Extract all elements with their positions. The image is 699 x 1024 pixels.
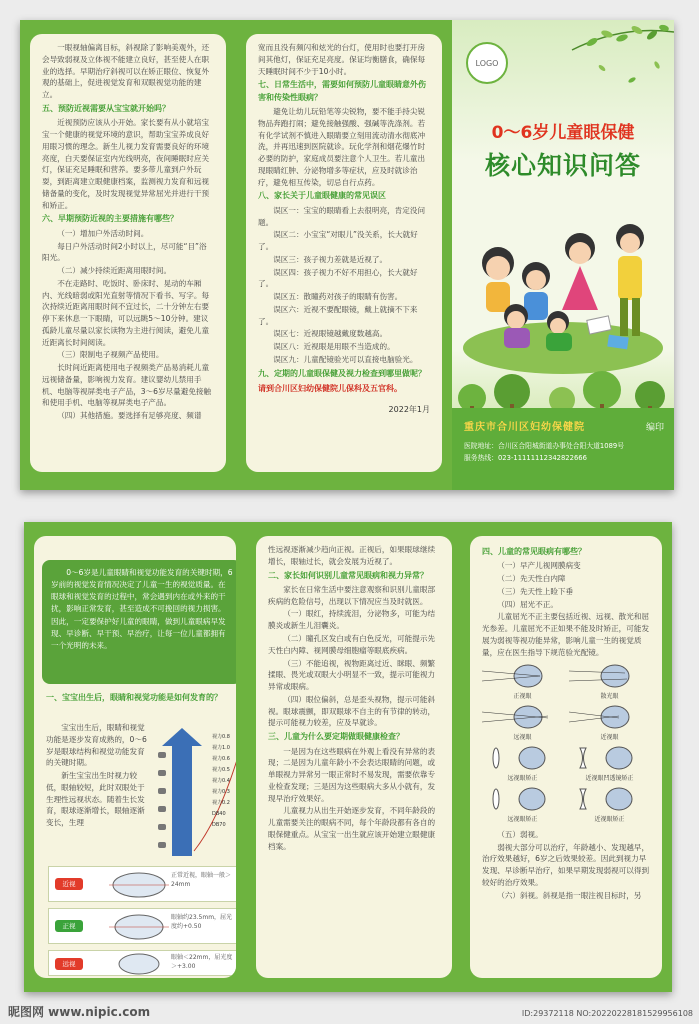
text-block: 避免让幼儿玩铅笔等尖锐物，要不能手持尖锐物品奔跑打闹；避免接触强酸、强碱等洗涤剂。若有化学试剂不慎进入眼睛要立刻用流动清水彻底冲洗，并再迅速到医院就诊。玩化学剂和烟花爆竹时必要的防护，家庭成员要注意个人卫生。若儿童出现眼睛红肿、分泌物增多等症状，应及时就诊治疗，避免相互传染，切忌自行点药。 [258,107,426,187]
cover-subtitle: 0～6岁儿童眼保健 [491,123,635,143]
myth-item: 误区二：小宝宝“对眼儿”没关系，长大就好了。 [258,230,418,252]
phone-text: 服务热线：023-11111112342822666 [464,453,587,462]
eye-diagram-row [48,950,236,976]
text-block: （二）瞳孔区发白或有白色反光，可能提示先天性白内障、视网膜母细胞瘤等眼底疾病。 [268,633,436,655]
text-block: 新生宝宝出生时视力较低，眼轴较短，此时双眼处于生理性远视状态。随着生长发育，眼球逐渐增长，眼轴逐渐变长，生理 [46,771,145,828]
myth-item: 误区四：孩子视力不好不用担心，长大就好了。 [258,267,418,289]
bottom-panel-3 [470,536,662,978]
eye-icon [569,704,649,730]
text-block: 每日户外活动时间2小时以上，尽可能“目”浴阳光。 [42,241,207,263]
cover-info-bar [452,408,674,490]
eye-tag: 近视 [55,878,83,890]
text-block: 性远视逐渐减少趋向正视。正视后，如果眼球继续增长，眼轴过长，就会发展为近视了。 [268,545,436,566]
diagram-caption: 近视眼 [600,734,619,742]
top-panel-2 [246,34,442,472]
text-block: 一眼视轴偏离目标，斜视除了影响美观外，还会导致弱视及立体视不能建立良好，甚至使人在职业的选择。早期治疗斜视可以在矫正眼位、恢复外观的基础上，促进视觉发育和双眼视觉功能的建立。 [42,43,210,100]
address-text: 医院地址：合川区合阳城街道办事处合阳大道1089号 [464,442,625,450]
text-block: （四）眼位偏斜，总是歪头视物，提示可能斜视。眼球震颤，即双眼球不自主的有节律的转动，提示可能视力较差，应及早就诊。 [268,694,436,728]
diagram-cell [482,745,563,784]
myth-item: 误区九：儿童配镜验光可以直接电脑验光。 [273,355,418,365]
list-item: （四）屈光不正。 [497,599,558,609]
eye-icon [482,663,562,689]
eye-icon [482,704,562,730]
text-block: 宽而且没有频闪和炫光的台灯，使用时也要打开房间其他灯，保证充足亮度。保证均衡膳食，确保每天睡眠时间不少于10小时。 [258,43,426,76]
eye-tag: 远视 [55,958,83,970]
list-item: （二）先天性白内障 [497,574,566,584]
diagram-cell [569,704,650,743]
diagram-cell [482,663,563,702]
text-block: 长时间近距离使用电子视频类产品易消耗儿童远视储备量，影响视力发育。建议婴幼儿禁用手机、电脑等视屏类电子产品，3～6岁尽量避免接触和使用手机、电脑等视屏类电子产品。 [42,363,212,408]
brochure-inside [24,522,672,992]
diagram-caption: 远视眼矫正 [507,775,538,783]
section-heading: 六、早期预防近视的主要措施有哪些？ [42,214,178,224]
hospital-note: 请到合川区妇幼保健院儿保科及五官科。 [258,384,402,394]
list-item: （一）早产儿视网膜病变 [497,561,581,571]
eye-icon [482,745,562,771]
chart-label: 视力0.2 [212,800,230,806]
myth-item: 误区八：近视眼是用眼不当造成的。 [273,342,395,352]
chart-label: DB40 [212,811,226,817]
text-block: （三）不能追视，视物距离过近、眯眼、频繁揉眼、畏光或双眼大小明显不一致，提示可能视力异常或眼病。 [268,658,436,692]
bottom-panel-2 [256,536,452,978]
myth-item: 误区一：宝宝的眼睛看上去很明亮，肯定没问题。 [258,205,426,227]
diagram-cell [569,663,650,702]
print-date: 2022年1月 [388,404,430,414]
diagram-cell [569,786,650,825]
diagram-cell [482,704,563,743]
eye-icon [569,745,649,771]
section-heading: 一、宝宝出生后，眼睛和视觉功能是如何发育的？ [46,693,222,702]
chart-label: 视力0.6 [212,756,230,762]
text-block: 不在走路时、吃饭时、卧床时、晃动的车厢内、光线暗弱或阳光直射等情况下看书、写字。每次持续近距离用眼时间不宜过长，二十分钟左右要停下来休息一下眼睛，可以远眺5～10分钟。建议孤龄儿童尽量以家长读物为主进行阅读，避免儿童近距离长时间阅读。 [42,278,210,347]
top-panel-1 [30,34,226,472]
section-heading: 二、家长如何识别儿童常见眼病和视力异常？ [268,570,428,580]
section-heading: 八、家长关于儿童眼健康的常见误区 [258,191,386,201]
diagram-cell [569,745,650,784]
chart-label: 视力0.5 [212,767,230,773]
section-heading: 九、定期的儿童眼保健及视力检查到哪里做呢？ [258,368,426,378]
myth-item: 误区七：近视眼镜越戴度数越高。 [273,329,388,339]
hospital-name: 重庆市合川区妇幼保健院 [464,422,585,433]
cover-title: 核心知识问答 [484,151,641,180]
text-block: 儿童屈光不正主要包括近视、远视、散光和屈光参差。儿童屈光不正如果不能及时矫正，可能发展为弱视等视功能异常，影响儿童一生的视觉质量，应在医生指导下规范验光配镜。 [482,612,650,657]
eye-icon [109,870,169,900]
vision-labels [212,732,230,831]
section-heading: 四、儿童的常见眼病有哪些？ [482,547,586,556]
logo-placeholder: LOGO [466,42,508,84]
eye-note: 眼轴＜22mm，屈光度＞+3.00 [171,954,233,971]
text-block: 儿童视力从出生开始逐步发育，不同年龄段的儿童需要关注的眼病不同，每个年龄段都有各自的眼保健重点。从宝宝一出生就应该开始建立眼健康档案。 [268,806,436,851]
diagram-caption: 远视眼 [513,734,532,742]
watermark-text: 昵图网 www.nipic.com [8,1005,151,1019]
diagram-cell [482,786,563,825]
text-block: 家长在日常生活中要注意观察和识别儿童眼部疾病的危险信号，出现以下情况应当及时就医。 [268,584,436,606]
eye-icon [569,786,649,812]
text-block: 一是因为在这些眼病在外观上看没有异常的表现；二是因为儿童年龄小不会表达眼睛的问题，或单眼视力异常另一眼正常时不易发现，需要依靠专业检查发现；三是因为这些眼病大多从小就有，发现早治疗效果好。 [268,746,436,803]
chart-label: 视力0.3 [212,789,230,795]
section-heading: 七、日常生活中，需要如何预防儿童眼睛意外伤害和传染性眼病？ [258,80,426,102]
eye-note: 眼轴约23.5mm，屈光度约+0.50 [171,914,233,931]
intro-text: 0～6岁是儿童眼睛和视觉功能发育的关键时期，6岁前的视觉发育情况决定了儿童一生的视觉质量。在眼球和视觉发育的过程中，常会遇到内在或外来的干扰，影响正常发育，甚至造成不可挽回的视力损害。因此，一定要保护好儿童的眼睛，做到儿童眼病早发现、早诊断、早干预、早治疗，让每一位儿童都拥有一个光明的未来。 [51,568,233,650]
chart-label: 视力0.8 [212,734,230,740]
chart-label: 视力1.0 [212,745,230,751]
refraction-diagram-grid [482,663,650,825]
list-item: （二）减少持续近距离用眼时间。 [57,266,172,276]
chart-label: 视力0.4 [212,778,230,784]
contact-info [464,441,664,464]
eye-tag: 正视 [55,920,83,932]
text-block: 弱视大部分可以治疗，年龄越小、发现越早，治疗效果越好，6岁之后效果较差。因此到视力早发现、早诊断早治疗，如果早期发现弱视可以得到较好的治疗效果。 [482,842,650,887]
eye-diagram-row [48,908,236,944]
diagram-caption: 正视眼 [513,693,532,701]
eye-icon [569,663,649,689]
section-heading: 三、儿童为什么要定期做眼健康检查？ [268,732,404,742]
children-illustration [458,198,668,378]
list-item: （四）其他措施。要选择有足够亮度、频谱 [57,411,202,421]
list-item: （六）斜视。斜视是指一眼注视目标时，另 [497,890,642,900]
bottom-panel-1 [34,536,236,978]
editor-label: 编印 [645,423,664,433]
list-item: （三）限制电子视频产品使用。 [57,350,164,360]
eye-icon [482,786,562,812]
diagram-caption: 远视眼矫正 [507,816,538,824]
list-item: （三）先天性上睑下垂 [497,586,574,596]
eye-icon [109,952,169,976]
eye-icon [109,912,169,942]
org-row [464,418,664,433]
myth-item: 误区六：近视不要配眼镜，戴上就摘不下来了。 [258,304,418,326]
eye-note: 正常近视，眼轴一般＞24mm [171,872,232,889]
brochure-outside [20,20,674,490]
intro-box [42,560,236,684]
list-item: （五）弱视。 [497,829,543,839]
list-item: （一）增加户外活动时间。 [57,228,149,238]
myth-item: 误区三：孩子视力差就是近视了。 [273,254,388,264]
chart-label: DB70 [212,822,226,828]
eye-diagram-row [48,866,236,902]
text-block: （一）眼红，持续流泪，分泌物多，可能为结膜炎或新生儿泪囊炎。 [268,609,436,631]
section-heading: 五、预防近视需要从宝宝就开始吗？ [42,103,170,113]
myth-item: 误区五：散瞳药对孩子的眼睛有伤害。 [273,292,403,302]
text-block: 宝宝出生后，眼睛和视觉功能是逐步发育成熟的，0～6岁是眼球结构和视觉功能发育的关键时期。 [46,723,147,768]
diagram-caption: 近视眼矫正 [594,816,625,824]
watermark-id: ID:29372118 NO:20220228181529956108 [521,1009,693,1018]
diagram-caption: 近视眼凹透镜矫正 [585,775,634,783]
diagram-caption: 散光眼 [600,693,619,701]
cover-panel [452,20,674,490]
text-block: 近视预防应该从小开始。家长要有从小就培宝宝一个健康的视觉环境的意识，帮助宝宝养成良好用眼习惯的理念。新生儿视力发育需要良好的环境亮度，白天要保证室内光线明亮，夜间睡眠时应关灯，保证充足睡眠和营养。要多带儿童到户外玩耍，到距离建立眼健康档案，监测视力发育和远视储备量的变化，及时发现视觉异常屈光并进行干预和矫正。 [42,118,210,210]
